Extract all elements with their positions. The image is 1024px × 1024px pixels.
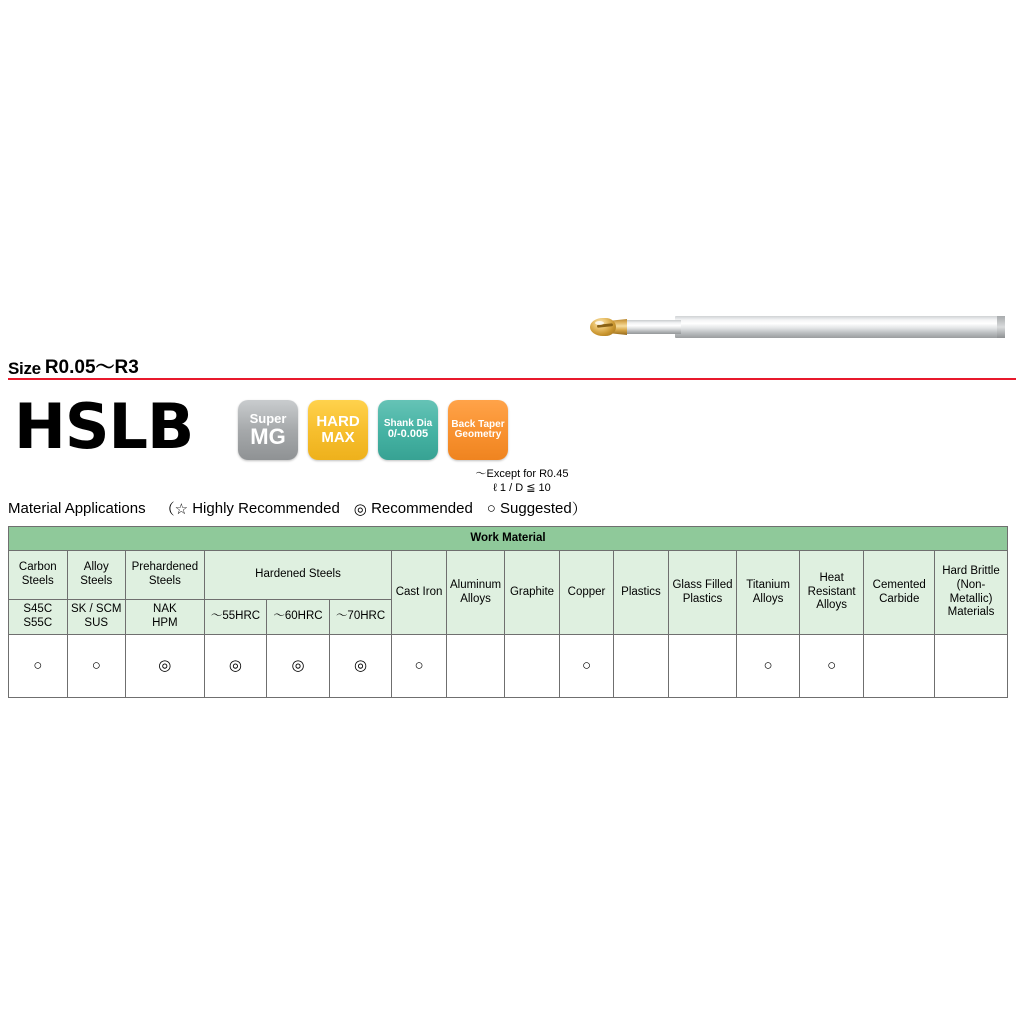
tool-shank: [675, 316, 1005, 338]
col-plastics: Plastics: [614, 551, 668, 635]
rating-cast-iron: ○: [392, 635, 446, 698]
col-heat-resistant-alloys: Heat Resistant Alloys: [799, 551, 864, 635]
legend-highly-recommended-label: Highly Recommended: [192, 500, 340, 517]
table-row: [9, 635, 1008, 698]
table-group-header-row: [9, 551, 1008, 600]
rating-hardened-70hrc: ◎: [329, 635, 392, 698]
badge-footnote: [432, 468, 612, 496]
rating-cemented-carbide: [864, 635, 935, 698]
col-alloy-steels: Alloy Steels: [67, 551, 126, 600]
legend-suggested-label: Suggested: [500, 500, 572, 517]
col-aluminum-alloys: Aluminum Alloys: [446, 551, 505, 635]
legend-title: Material Applications: [8, 500, 146, 517]
col-hard-brittle-materials: Hard Brittle (Non-Metallic) Materials: [935, 551, 1008, 635]
material-applications-legend: [8, 498, 587, 519]
rating-heat-resistant-alloys: ○: [799, 635, 864, 698]
badge-super-mg: [238, 400, 298, 460]
recommended-icon: ◎: [353, 500, 367, 518]
legend-recommended-label: Recommended: [371, 500, 473, 517]
badge-shank-dia: [378, 400, 438, 460]
work-material-table: [8, 526, 1008, 698]
tool-illustration: [545, 300, 1005, 360]
size-line: [8, 352, 1016, 379]
size-label: Size: [8, 359, 41, 378]
badge-hard-max-line2: MAX: [321, 429, 355, 446]
col-graphite: Graphite: [505, 551, 559, 635]
rating-plastics: [614, 635, 668, 698]
badge-footnote-line2: ℓ 1 / D ≦ 10: [493, 481, 551, 494]
legend-open-paren: （: [159, 501, 175, 518]
col-prehardened-steels: Prehardened Steels: [126, 551, 205, 600]
rating-graphite: [505, 635, 559, 698]
tool-highlight: [595, 321, 604, 325]
legend-close-paren: ）: [571, 501, 587, 518]
col-glass-filled-plastics: Glass Filled Plastics: [668, 551, 737, 635]
rating-titanium-alloys: ○: [737, 635, 800, 698]
suggested-icon: ○: [486, 500, 496, 517]
table-title-row: [9, 527, 1008, 551]
rating-hardened-60hrc: ◎: [267, 635, 330, 698]
rating-prehardened-steels: ◎: [126, 635, 205, 698]
highly-recommended-icon: ☆: [174, 500, 189, 518]
size-value: R0.05～R3: [44, 357, 139, 378]
col-hardened-55hrc: ～55HRC: [204, 600, 267, 635]
col-hardened-steels: Hardened Steels: [204, 551, 392, 600]
feature-badges: [238, 400, 508, 460]
red-divider: [8, 378, 1016, 380]
badge-shank-dia-line2: 0/-0.005: [387, 428, 429, 441]
rating-carbon-steels: ○: [9, 635, 68, 698]
col-hardened-70hrc: ～70HRC: [329, 600, 392, 635]
rating-aluminum-alloys: [446, 635, 505, 698]
badge-back-taper-line2: Geometry: [454, 429, 502, 440]
col-hardened-60hrc: ～60HRC: [267, 600, 330, 635]
badge-hard-max: [308, 400, 368, 460]
col-cemented-carbide: Cemented Carbide: [864, 551, 935, 635]
tool-shank-end: [997, 316, 1005, 338]
col-prehardened-steels-grades: NAK HPM: [126, 600, 205, 635]
work-material-title: Work Material: [9, 527, 1008, 551]
badge-super-mg-line2: MG: [250, 424, 286, 450]
rating-hard-brittle-materials: [935, 635, 1008, 698]
rating-copper: ○: [559, 635, 613, 698]
work-material-table-wrapper: [8, 526, 1008, 698]
badge-shank-dia-line1: Shank Dia: [383, 417, 433, 429]
rating-alloy-steels: ○: [67, 635, 126, 698]
col-carbon-steels-grades: S45C S55C: [9, 600, 68, 635]
col-alloy-steels-grades: SK / SCM SUS: [67, 600, 126, 635]
badge-hard-max-line1: HARD: [316, 413, 360, 431]
col-cast-iron: Cast Iron: [392, 551, 446, 635]
rating-glass-filled-plastics: [668, 635, 737, 698]
col-carbon-steels: Carbon Steels: [9, 551, 68, 600]
product-brand-title: HSLB: [14, 390, 194, 463]
badge-back-taper: [448, 400, 508, 460]
rating-hardened-55hrc: ◎: [204, 635, 267, 698]
col-titanium-alloys: Titanium Alloys: [737, 551, 800, 635]
badge-back-taper-line1: Back Taper: [451, 418, 505, 430]
badge-super-mg-line1: Super: [249, 410, 287, 426]
tool-neck: [623, 320, 681, 334]
badge-footnote-line1: ～Except for R0.45: [475, 468, 569, 480]
col-copper: Copper: [559, 551, 613, 635]
